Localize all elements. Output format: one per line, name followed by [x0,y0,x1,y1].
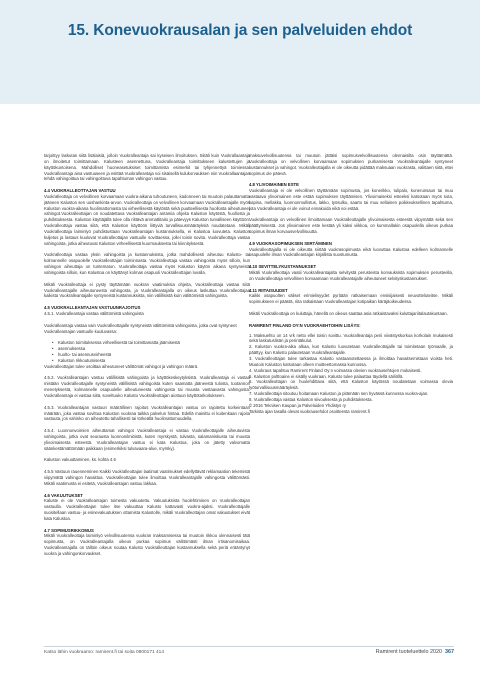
left-column [44,153,250,563]
paragraph: Vuokralleottaja vastaa yksin vahingoista ja kustannuksista, jotka mahdollisesti aiheutuu Kalusto- tai kolmannelle osapuolelle Vuokralleottajan toiminnasta. Vuokralleottaja vastaa vahingoista myös silloin, kun vahingon aiheuttaja on tuntematon. Vuokralleottaja vastaa myös Kaluston käytön aikana syntyneistä vahingoista silloin, kun Kalustoa on käyttänyt kolmas osapuoli Vuokralleottajan luvalla. [44,252,250,275]
section-heading: 4.9 VUOKRASOPIMUKSEN SIIRTÄMINEN [249,240,332,246]
page-title: 15. Konevuokrausalan ja sen palveluiden ehdot [67,22,413,39]
footer-contact: Katso lähin vuokraamo: ramirent.fi tai soita 0800171 414 [44,650,164,655]
section-heading: 4.7 SOPIMUSRIKKOMUS [44,527,94,533]
footer-publication [376,649,454,655]
paragraph: Vuokralleantaja on velvollinen ilmoittamaan Vuokralleottajalle ylivoimaisesta esteestä viipymättä sekä sen päättymisestä. Jos ylivoimainen este kestää yli kaksi viikkoa, on kummallakin osapuolella oikeus purkaa sopimus ilman korvausvelvollisuutta. [249,217,453,235]
addendum-heading: RAMIRENT FINLAND OY:N VUOKRAEHTOIHIN LISÄYS: [249,322,361,328]
paragraph: Mikäli Vuokralleottaja laiminlyö velvollisuutensa vuokran maksamisessa tai muutoin rikkoo olennaisesti tätä sopimusta, on Vuokralleantajalla oikeus purkaa sopimus välittömästi ilman irtisanomisaikaa. Vuokralleantajalla on tällöin oikeus noutaa Kalusto Vuokralleottajan kustannuksella sekä periä erääntynyt vuokra ja vahingonkorvaukset. [44,533,250,556]
bullet-item: • asennuksessa [44,346,250,352]
numbered-item: 5. Kaluston polttoaine ei sisälly vuokraan. Kalusto tulee palauttaa täydellä säiliöllä. [249,373,404,379]
section-heading: 4.11 RIITAISUUDET [249,287,288,293]
section-heading: 4.4 VUOKRALLEOTTAJAN VASTUU [44,188,116,194]
bullet-item: • huolto- tai asennusvirheestä [44,352,250,358]
numbered-item: 7. Vuokralleottaja sitoutuu hoitamaan Kaluston ja pitämään sen hyvässä kunnossa vuokra-ajan. [249,391,429,397]
paragraph: Kaikki osapuolten väliset erimielisyydet pyritään ratkaisemaan ensisijaisesti neuvotteluteitse. Mikäli sopimukseen ei päästä, riita ratkaistaan Vuokralleantajan kotipaikan käräjäoikeudessa. [249,293,453,305]
numbered-item: 6. Vuokralleottajan on huolehdittava siitä, että Kaluston käytössä noudatetaan voimassa olevia työturvallisuusmääräyksiä. [249,379,453,391]
footer-catalog-name: Ramirent tuoteluettelo 2020 [375,649,442,655]
paragraph: tarjoittyy laskutan siitä lisälaisiä, jolloin Vuokralleantaja sai kyseisen ilmoituksen. Siitäli kuin Vuokrallaantaja on ilmoitetut toimittamaan. Kalusteen asennettuna, Vuokralleantaja toimittukseen kalustettujen ja käyttökuntoisena. Mahdolliset huoneasetuksiset toimittamista esimerkit tai tyhjennettyä toimiessa. Vuokralleantaja aina vastuuseen ja esittää Vuokralleantaja voi sisäisellä kulukorvauksen niin Vuokrallaantajan tehdä vahingoittua tai vahingoittuva tapahtuman vahingon vastuu. [44,153,250,182]
paragraph: 4.5.5 Vastuun rauenneminen Kaikki Vuokralleottajan laatimat vaatimukset edellyttävät reklamaation tekemistä viipymättä vahingon havaittua. Vuokralleottajan tulee ilmoittaa Vuokralleantajalle vahingosta välittömästi. Mikäli vaatimusta ei esitetä, Vuokralleantajan vastuu lakkaa. [44,469,250,486]
numbered-item: 2. Kaluston vuokra-aika alkaa, kun Kalusto luovutetaan Vuokralleottajalle tai toimitetaan työmaalle, ja päättyy, kun Kalusto palautetaan Vuokralleantajalle. [249,344,453,356]
section-heading: 4.6 VAKUUTUKSET [44,492,83,498]
paragraph: 4.5.4. Luonnonvoimien aiheuttamat vahingot Vuokralleantaja ei vastaa Vuokralleottajalle aiheutuvista vahingoista, jotka ovat seurausta luonnonilmiöistä, kuten myrskystä, tulvasta, salamaniskusta tai muusta ylivoimaisesta esteestä. Vuokralleantajan vastuu ei kata Kalustoa, joka on jätetty valvomatta säänkestämättömään paikkaan (esimerkiksi tulvavaara-alue, myrsky). [44,428,250,451]
numbered-item: Tarkista ajan tasalla olevat vuokrausehdot osoitteesta ramirent.fi [249,408,370,414]
paragraph: maksuvelvollisuutensa tai muutoin jättäisi sopimusvelvollisuutensa olennaisilta osin täyttämättä. Vuokralleottaja on velvollinen korvaamaan sopimuksen purkamisesta Vuokralleantajalle syntyneet kustannukset ja vahingot. Vuokralleottajalla ei ole oikeutta pidättää maksuaan vuokrasta, valittaen siitä, ettei sopimus ole pätevä. [249,153,453,176]
paragraph: Vuokralleottajan tulee osoittaa aiheutuneet välittömät vahingot ja vahingon määrä. [44,363,199,369]
section-heading: 4.8 YLIVOIMAINEN ESTE [249,182,299,188]
numbered-item: 4. Vuokraus tapahtuu Ramirent Finland Oy:n voimassa olevien vuokrausehtojen mukaisesti. [249,367,422,373]
numbered-item: 8. Vuokralleottaja vastaa Kaluston siivouksesta ja puhdistuksesta. [249,396,373,402]
numbered-item: 1. Maksuehto on 14 vrk netto ellei toisin sovittu. Vuokralleantaja perii viivästyskorkoa korkolain mukaisesti sekä laskutuslisän ja perintäkulut. [249,332,453,344]
section-heading: 4.10 SEVITTELYKUSTANNUKSET [249,264,317,270]
numbered-item: 3. Vuokralleottajan tulee tarkastaa Kalusto vastaanotettaessa ja ilmoittaa havaitsemistaan vioista heti. Muutoin Kaluston katsotaan olleen moitteettomassa kunnossa. [249,356,453,367]
right-column [249,153,453,414]
bullet-item: • Kaluston rikkoutumisesta [44,358,250,364]
section-heading: 4.5 VUOKRALLEANTAJAN VASTUUNRAJOITUS [44,305,141,311]
paragraph: Mikäli Vuokralleottaja vaatii Vuokralleantajalta selvitystä perusteista korvauksista sopimuksen perusteella, on Vuokralleottaja velvollinen korvaamaan Vuokralleantajalle aiheutuneet selvityskustannukset. [249,270,453,281]
page-number: 367 [445,649,454,655]
paragraph: 4.5.2. Vuokralleantajan vastuu välillisistä vahingoista ja käyttökeskeytyksistä. Vuokralleantaja ei vastaa mistään Vuokralleottajalle syntyneistä välillisistä vahingoista kuten saamatta jääneestä tulosta, tuotannon menetyksestä, kolmannelle osapuolelle aiheutuneesta vahingosta tai muusta vastaavasta vahingosta. Vuokralleantaja ei vastaa siitä, soveltuuko Kalusto Vuokralleottajan aiottuun käyttötarkoitukseen. [44,375,250,398]
paragraph: Vuokralleantaja ei ole velvollinen täyttämään sopimusta, jos konerikko, tulipalo, konerunsaus tai muu vastaava ylivoimainen este estää sopimuksen täyttämisen. Ylivoimaiseksi esteeksi katsotaan myös sota, kapina, mellakka, luonnonmullistus, lakko, työsulku, saarto tai muu sellainen poikkeuksellinen tapahtuma, jota Vuokralleantaja ei ole voinut ennakoida eikä voi estää. [249,188,453,211]
footer-divider [44,646,454,647]
paragraph: Mikäli Vuokralleottaja ei pysty täyttämään vuokran vaatimuksia ohjeita, Vuokralleottaja vastaa siitä Vuokralleantajalle aiheutuneesta vahingosta, ja Vuokralleantajalla on oikeus laskuttaa Vuokralleottajaa kaikista Vuokralleantajalle syntyneistä kustannuksista, niin välillisistä kuin välittömistä vahingoista. [44,281,250,299]
paragraph: Mikäli Vuokralleottaja on kuluttaja, hänellä on oikeus saattaa asia ratkaistavaksi kuluttajariitalautakuntaan. [249,311,448,317]
text-line: 4.5.1. Vuokralleantaja vastaa välittömistä vahingoista [44,310,144,316]
numbered-item: © 2016 Teknisen Kaupan ja Palveluiden Yhdistys ry [249,402,347,408]
bullet-item: • Kaluston toimituksessa virheellisestä tai toimittamatta jäämisestä [44,340,250,346]
paragraph: Kaluston vakuuttaminen, ks. kohta 4.6 [44,457,116,463]
paragraph: 4.5.3. Vuokralleantajan vastuun määrällinen rajoitus Vuokralleantajan vastuu on rajoitettu korkeintaan määrään, joka vastaa sovittua Kaluston vuokraa taikka palvelun hintaa. Edellä mainittu ei kuitenkaan rajoita vastuuta, jos vahinko on aiheutettu tahallisesti tai törkeällä huolimattomuudella. [44,404,250,422]
text-line: Vuokralleantaja vastaa vain Vuokralleottajalle syntyneistä välittömistä vahingoista, jotka ovat syntyneet Vuokralleantajan vastuulle kuuluvassa: [44,322,237,334]
paragraph: Kaluste ei ole Vuokralleantajan toimesta vakuutettu. Vakuutuksista huolehtiminen on Vuokralleottajan vastuulla. Vuokralleottajan tulee itse vakuuttaa Kalusto kattavasti vuokra-ajaksi. Vuokralleottajalle suositellaan vastuu- ja esinevakuutuksen ottamista Kalustolle, mikäli Vuokralleottajan omat vakuutukset eivät kata Kalustoa. [44,498,250,521]
page-footer [44,648,454,660]
title-banner [0,0,480,104]
paragraph: Vuokralleottajalla ei ole oikeutta siirtää vuokrasopimusta eikä luovuttaa Kalustoa edelleen kolmannelle osapuolelle ilman Vuokralleantajan kirjallista suostumusta. [249,246,453,258]
paragraph: Vuokralleottaja on velvollinen korvaamaan vuokra-aikana tuhoutuneen, kadonneen tai muutoin palauttamatta jääneen Kaluston sen uushankinta-arvon. Vuokralleottaja on velvollinen korvaamaan Vuokralleantajalle myös Kaluston vuokra-aikana huolimattomasta tai virheellisestä käytöstä sekä puutteellisesta huollosta aiheutuneet vahingot.Vuokralleottajan on noudatettava Vuokralleantajan antamia ohjeita Kaluston käytöstä, huollosta ja puhdistuksesta. Kaluston käyttäjällä tulee olla riittävä ammattitaito ja pätevyys Kaluston turvalliseen käyttöön. Vuokralleottaja vastaa siitä, että Kaluston käyttöön liittyviä turvallisuusmääräyksiä noudatetaan. Mikäli Vuokralleottaja laiminlyö puhdistustaan Vuokralleantajan kustannuksella, ei Kalustoa luovuteta. Kaluston kuljetus ja lastaus kuuluvat Vuokralleottajan vastuulle sovittaessa, jollei toisin sovita. Vuokralleottaja vastaa vahingoista, jotka aiheutuvat Kaluston virheellisestä kuormauksesta tai kiinnityksestä. [44,193,250,246]
